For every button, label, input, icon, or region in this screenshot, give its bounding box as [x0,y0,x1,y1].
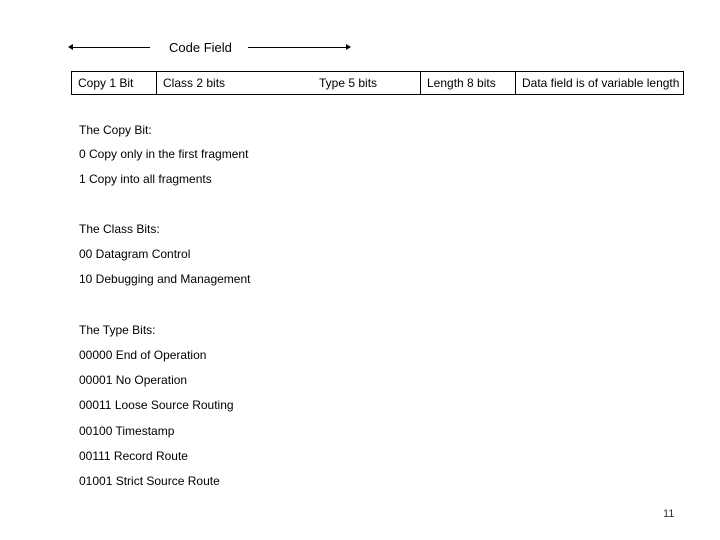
copy-bit-cell: Copy 1 Bit [71,71,157,95]
length-cell: Length 8 bits [420,71,516,95]
type-bits-item: 00111 Record Route [79,449,188,463]
type-bits-item: 00000 End of Operation [79,348,207,362]
class-bits-heading: The Class Bits: [79,222,160,236]
type-bits-item: 00100 Timestamp [79,424,175,438]
class-bits-cell: Class 2 bits [156,71,312,95]
option-format-header [71,71,684,97]
code-field-right-line [248,47,348,48]
copy-bit-heading: The Copy Bit: [79,123,152,137]
type-bits-item: 00011 Loose Source Routing [79,398,234,412]
code-field-indicator [70,38,350,58]
code-field-label: Code Field [169,40,232,55]
class-bits-item: 00 Datagram Control [79,247,191,261]
type-bits-item: 00001 No Operation [79,373,188,387]
code-field-left-line [70,47,150,48]
arrow-right-icon [346,44,351,50]
class-bits-item: 10 Debugging and Management [79,272,251,286]
copy-bit-item: 1 Copy into all fragments [79,172,212,186]
type-bits-heading: The Type Bits: [79,323,156,337]
data-field-cell: Data field is of variable length [515,71,684,95]
page-number: 11 [663,508,675,520]
copy-bit-item: 0 Copy only in the first fragment [79,147,249,161]
type-bits-item: 01001 Strict Source Route [79,474,220,488]
type-bits-cell: Type 5 bits [311,71,421,95]
